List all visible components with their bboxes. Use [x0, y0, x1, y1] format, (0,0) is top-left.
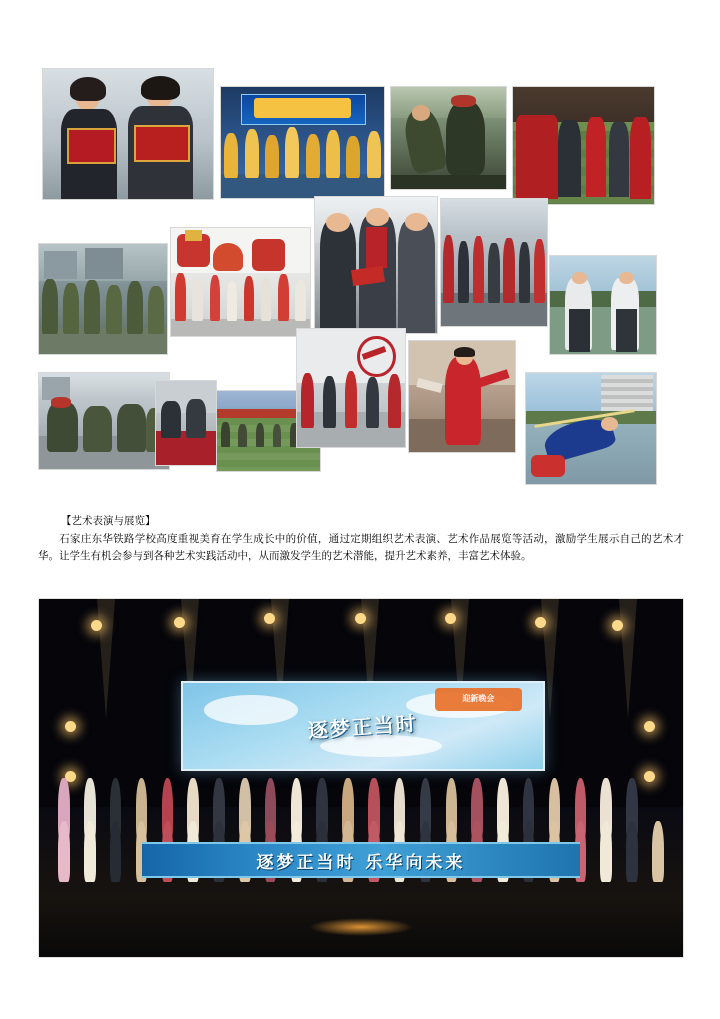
text-section [38, 512, 684, 565]
section-paragraph [38, 531, 684, 565]
photo-high-jump [525, 372, 657, 485]
photo-stage-performance-yellow [220, 86, 385, 199]
photo-flag-ceremony-red [512, 86, 655, 205]
stage-led-screen [181, 681, 546, 771]
photo-desk-activity [155, 380, 217, 466]
photo-lion-dance-stage [170, 227, 311, 337]
photo-two-girls-outdoor [549, 255, 657, 355]
photo-stage-gala [38, 598, 684, 958]
stage-front-banner: 逐梦正当时 乐华向未来 [142, 842, 580, 878]
photo-dance-solo [408, 340, 516, 453]
photo-band-performance [440, 198, 548, 327]
screen-title-text: 逐梦正当时 [307, 711, 419, 743]
section-heading: 【艺术表演与展览】 [61, 515, 156, 527]
photo-military-climb [390, 86, 507, 190]
photo-certificate-students [42, 68, 214, 200]
photo-students-working [38, 372, 170, 470]
paragraph-text: 石家庄东华铁路学校高度重视美育在学生成长中的价值，通过定期组织艺术表演、艺术作品展览等活动，激励学生展示自己的艺术才华。让学生有机会参与到各种艺术实践活动中，从而激发学生的艺术潜能，提升艺术素养，丰富艺术体验。 [38, 533, 684, 562]
screen-badge-text: 迎新晚会 [462, 694, 495, 704]
photo-military-training-green [38, 243, 168, 355]
photo-award-handshake [314, 196, 438, 334]
photo-red-scarf-students [296, 328, 406, 448]
stage-floor-glow [309, 918, 412, 936]
